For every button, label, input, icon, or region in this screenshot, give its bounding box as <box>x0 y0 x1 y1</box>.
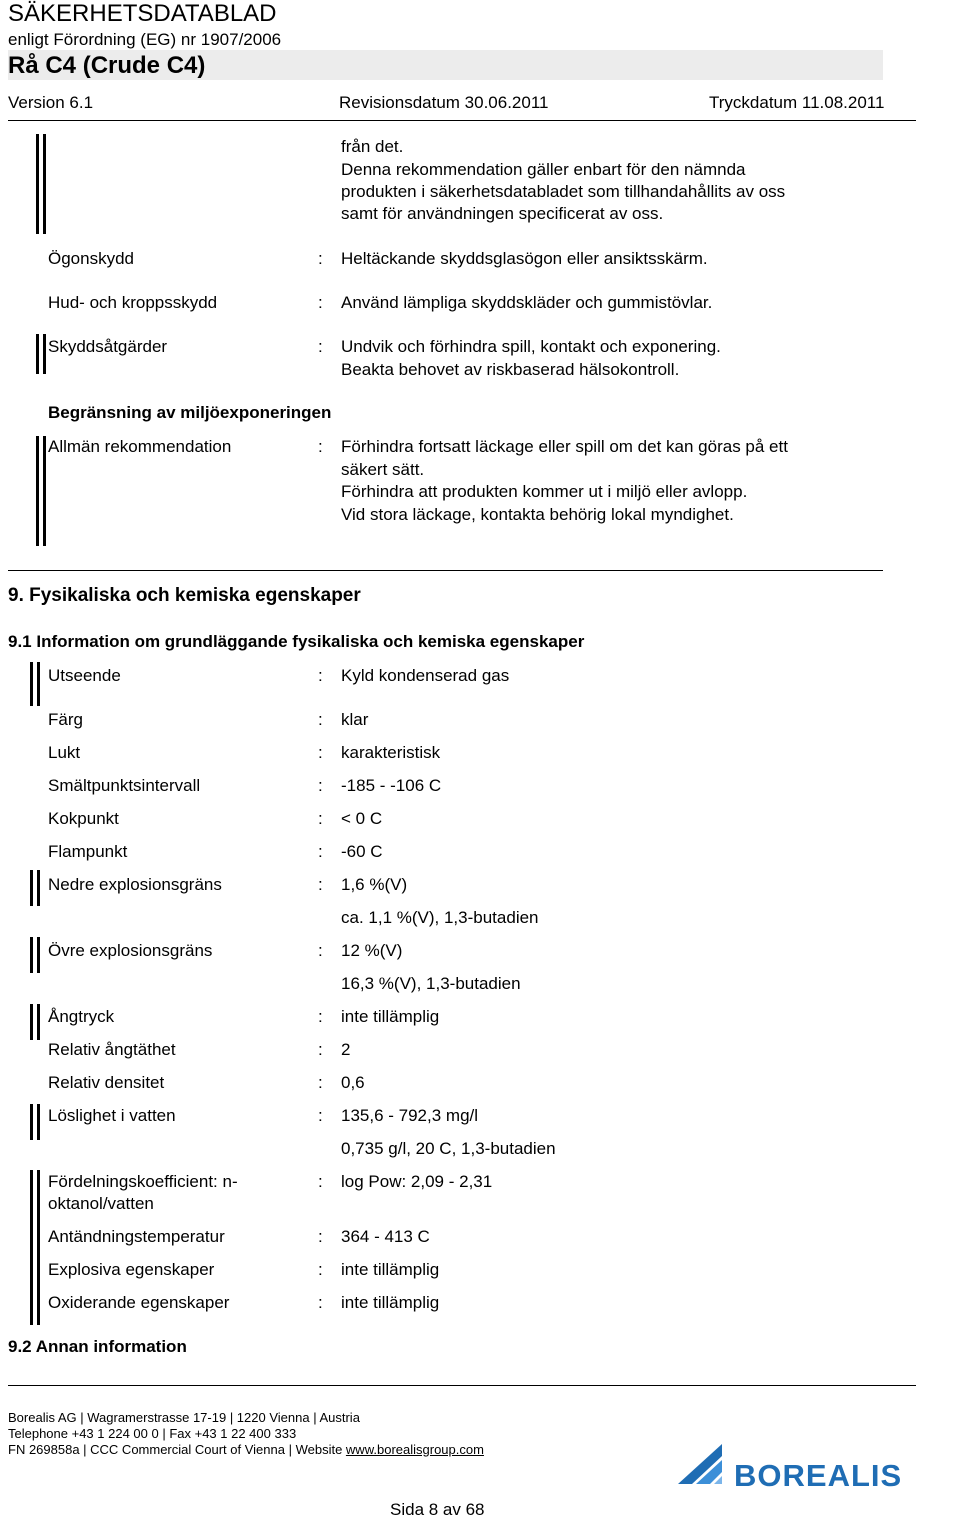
change-bar <box>37 662 40 706</box>
prop-value: inte tillämplig <box>341 1007 440 1026</box>
prop-value: 12 %(V) <box>341 941 403 960</box>
prop-label: Fördelningskoefficient: n- <box>48 1172 238 1191</box>
change-bar <box>30 937 33 973</box>
colon: : <box>318 941 323 960</box>
colon: : <box>318 1293 323 1312</box>
prop-value: < 0 C <box>341 809 383 828</box>
change-bar <box>30 870 33 906</box>
prop-value: inte tillämplig <box>341 1260 440 1279</box>
change-bar <box>36 334 39 374</box>
colon: : <box>318 666 323 685</box>
change-bar <box>37 1170 40 1325</box>
prop-label: Ångtryck <box>48 1007 115 1026</box>
logo-text: BOREALIS <box>734 1458 903 1493</box>
borealis-logo <box>678 1442 956 1496</box>
cont-line: Denna rekommendation gäller enbart för den nämnda <box>341 160 746 179</box>
general-advice-value: Förhindra att produkten kommer ut i miljö eller avlopp. <box>341 482 748 501</box>
change-bar <box>43 334 46 374</box>
prop-label: Nedre explosionsgräns <box>48 875 222 894</box>
change-bar <box>37 1104 40 1140</box>
general-advice-value: Vid stora läckage, kontakta behörig lokal myndighet. <box>341 505 734 524</box>
prop-value: inte tillämplig <box>341 1293 440 1312</box>
colon: : <box>318 842 323 861</box>
colon: : <box>318 743 323 762</box>
prop-value: -185 - -106 C <box>341 776 442 795</box>
prop-label: Relativ ångtäthet <box>48 1040 176 1059</box>
prop-label: Smältpunktsintervall <box>48 776 201 795</box>
prop-value: -60 C <box>341 842 383 861</box>
general-advice-label: Allmän rekommendation <box>48 437 232 456</box>
footer-phone: Telephone +43 1 224 00 0 | Fax +43 1 22 400 333 <box>8 1426 297 1441</box>
section-9-1-title: 9.1 Information om grundläggande fysikaliska och kemiska egenskaper <box>8 632 585 651</box>
page-number: Sida 8 av 68 <box>390 1500 485 1519</box>
change-bar <box>30 1004 33 1040</box>
colon: : <box>318 1007 323 1026</box>
prop-label: Kokpunkt <box>48 809 119 828</box>
colon: : <box>318 1260 323 1279</box>
skin-protection-label: Hud- och kroppsskydd <box>48 293 218 312</box>
cont-line: från det. <box>341 137 404 156</box>
prop-value: 0,6 <box>341 1073 365 1092</box>
change-bar <box>43 436 46 546</box>
section-divider <box>8 570 883 571</box>
skin-protection-value: Använd lämpliga skyddskläder och gummistövlar. <box>341 293 713 312</box>
change-bar <box>30 662 33 706</box>
colon: : <box>318 1106 323 1125</box>
prop-extra: ca. 1,1 %(V), 1,3-butadien <box>341 908 539 927</box>
footer-address: Borealis AG | Wagramerstrasse 17-19 | 1220 Vienna | Austria <box>8 1410 360 1425</box>
prop-value: 1,6 %(V) <box>341 875 408 894</box>
prop-label: Övre explosionsgräns <box>48 941 213 960</box>
header-divider <box>8 120 916 121</box>
prop-label: Färg <box>48 710 83 729</box>
prop-value: klar <box>341 710 369 729</box>
prop-value: log Pow: 2,09 - 2,31 <box>341 1172 493 1191</box>
change-bar <box>43 134 46 234</box>
prop-label: Antändningstemperatur <box>48 1227 225 1246</box>
protective-measures-value: Beakta behovet av riskbaserad hälsokontroll. <box>341 360 680 379</box>
website-link[interactable]: www.borealisgroup.com <box>345 1442 484 1457</box>
cont-line: produkten i säkerhetsdatabladet som tillhandahållits av oss <box>341 182 786 201</box>
prop-extra: 0,735 g/l, 20 C, 1,3-butadien <box>341 1139 556 1158</box>
colon: : <box>318 1172 323 1191</box>
prop-value: Kyld kondenserad gas <box>341 666 510 685</box>
colon: : <box>318 875 323 894</box>
prop-label: Relativ densitet <box>48 1073 165 1092</box>
colon: : <box>318 249 323 268</box>
change-bar <box>30 1170 33 1325</box>
eye-protection-label: Ögonskydd <box>48 249 134 268</box>
prop-value: karakteristisk <box>341 743 441 762</box>
change-bar <box>37 1004 40 1040</box>
colon: : <box>318 1227 323 1246</box>
cont-line: samt för användningen specificerat av oss. <box>341 204 664 223</box>
change-bar <box>37 870 40 906</box>
colon: : <box>318 809 323 828</box>
change-bar <box>36 134 39 234</box>
general-advice-value: Förhindra fortsatt läckage eller spill om det kan göras på ett <box>341 437 788 456</box>
change-bar <box>37 937 40 973</box>
prop-value: 135,6 - 792,3 mg/l <box>341 1106 479 1125</box>
product-name: Rå C4 (Crude C4) <box>8 52 206 79</box>
footer-registry <box>8 1442 484 1457</box>
colon: : <box>318 776 323 795</box>
colon: : <box>318 1073 323 1092</box>
prop-label: Flampunkt <box>48 842 128 861</box>
regulation-line: enligt Förordning (EG) nr 1907/2006 <box>8 30 282 49</box>
colon: : <box>318 337 323 356</box>
colon: : <box>318 293 323 312</box>
prop-value: 364 - 413 C <box>341 1227 430 1246</box>
version-label: Version 6.1 <box>8 93 94 112</box>
general-advice-value: säkert sätt. <box>341 460 425 479</box>
env-exposure-heading: Begränsning av miljöexponeringen <box>48 403 332 422</box>
prop-label: Lukt <box>48 743 81 762</box>
protective-measures-value: Undvik och förhindra spill, kontakt och exponering. <box>341 337 721 356</box>
revision-date: Revisionsdatum 30.06.2011 <box>339 93 549 112</box>
footer-registry-text: FN 269858a | CCC Commercial Court of Vienna | Website <box>8 1442 346 1457</box>
prop-label: Utseende <box>48 666 121 685</box>
eye-protection-value: Heltäckande skyddsglasögon eller ansiktsskärm. <box>341 249 708 268</box>
change-bar <box>30 1104 33 1140</box>
section-9-2-title: 9.2 Annan information <box>8 1337 187 1356</box>
logo-mark <box>678 1444 722 1484</box>
prop-label: oktanol/vatten <box>48 1194 154 1213</box>
section-9-title: 9. Fysikaliska och kemiska egenskaper <box>8 585 361 606</box>
prop-extra: 16,3 %(V), 1,3-butadien <box>341 974 521 993</box>
colon: : <box>318 710 323 729</box>
prop-label: Löslighet i vatten <box>48 1106 176 1125</box>
protective-measures-label: Skyddsåtgärder <box>48 337 168 356</box>
prop-label: Explosiva egenskaper <box>48 1260 215 1279</box>
prop-label: Oxiderande egenskaper <box>48 1293 230 1312</box>
print-date: Tryckdatum 11.08.2011 <box>709 93 885 112</box>
footer-divider <box>8 1385 916 1386</box>
colon: : <box>318 437 323 456</box>
document-title: SÄKERHETSDATABLAD <box>8 0 277 27</box>
prop-value: 2 <box>341 1040 351 1059</box>
change-bar <box>36 436 39 546</box>
colon: : <box>318 1040 323 1059</box>
